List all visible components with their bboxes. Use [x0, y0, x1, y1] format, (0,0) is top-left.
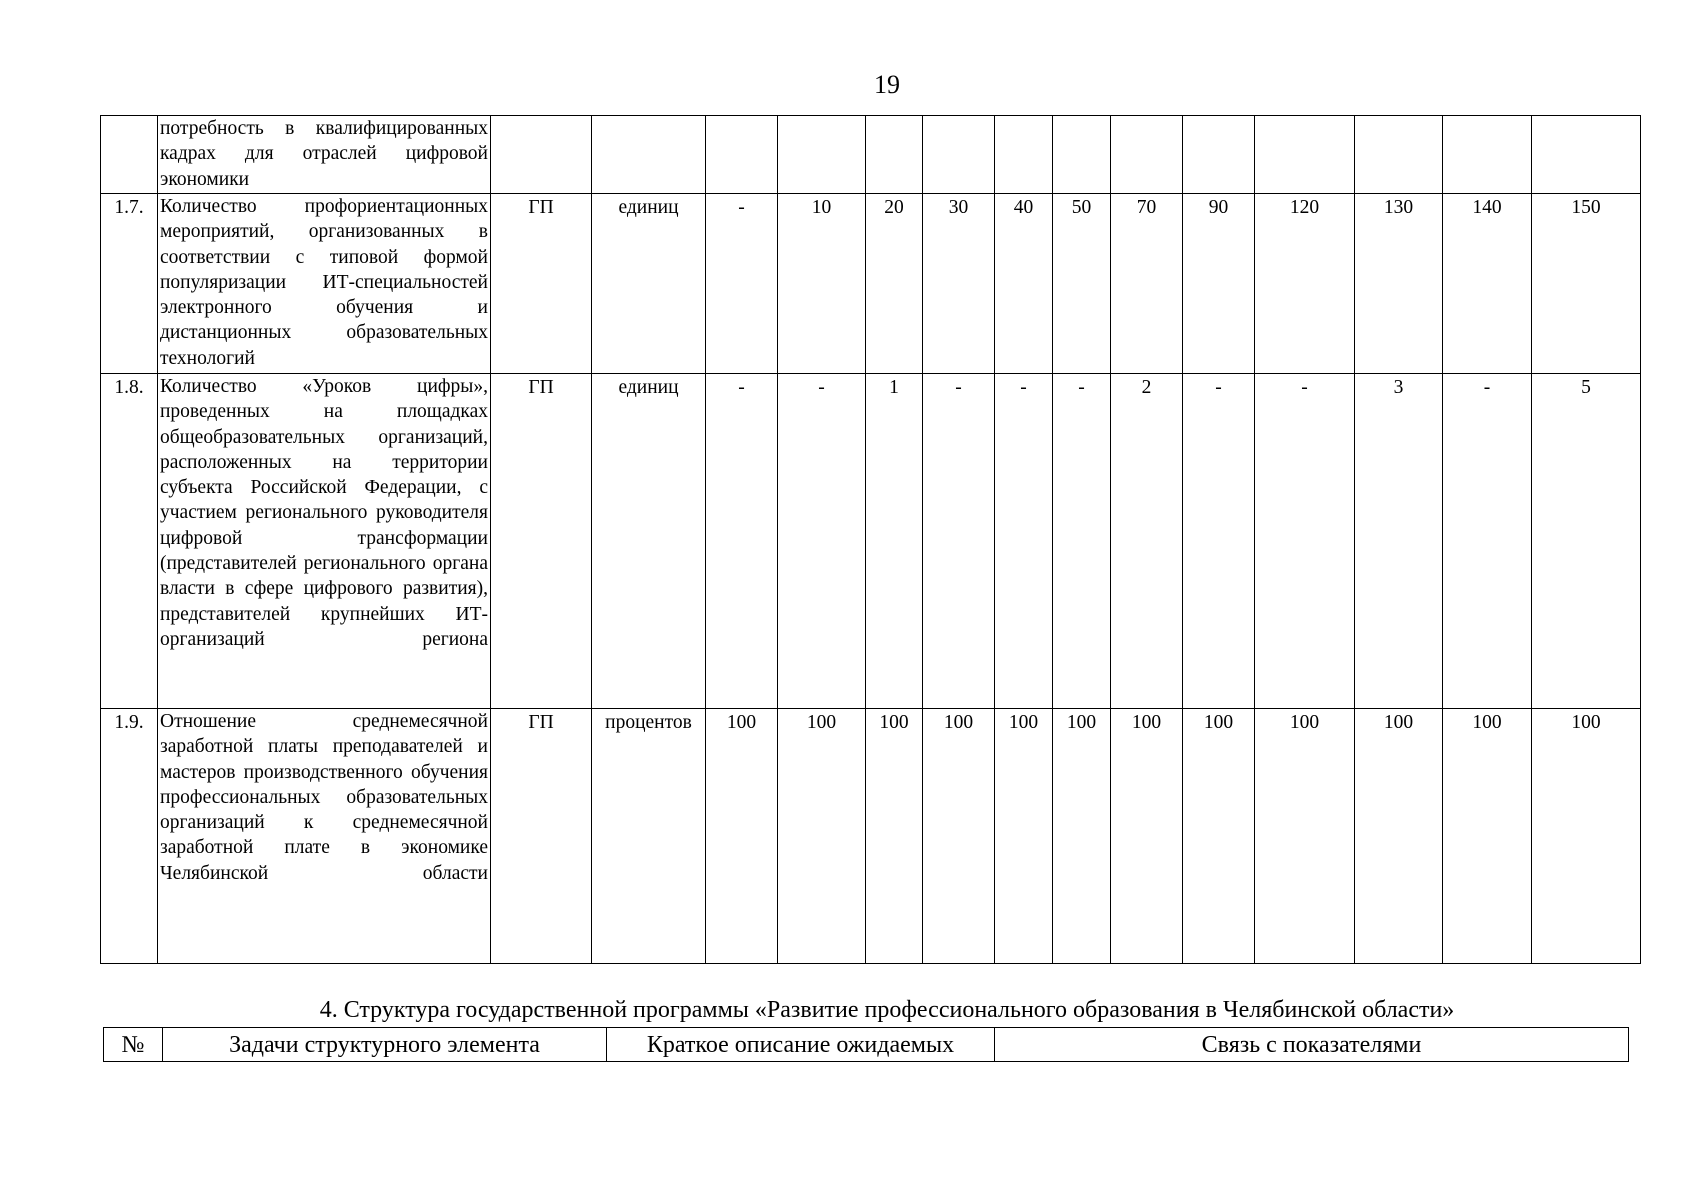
indicator-unit	[592, 116, 706, 194]
indicator-value: 100	[1355, 709, 1443, 964]
structure-table	[103, 1027, 1629, 1062]
indicator-value: -	[1053, 374, 1111, 709]
indicator-name: Количество профориентационных мероприятий, организованных в соответствии с типовой формой популяризации ИТ-специальностей электронного обучения и дистанционных образовательных технологий	[158, 194, 491, 374]
structure-header-row	[104, 1028, 1629, 1062]
table-row	[101, 116, 1641, 194]
row-number: 1.8.	[101, 374, 158, 709]
indicator-value	[1443, 116, 1532, 194]
table-row	[101, 709, 1641, 964]
indicator-unit: единиц	[592, 194, 706, 374]
indicator-value	[1255, 116, 1355, 194]
indicator-value: 70	[1111, 194, 1183, 374]
indicator-value: 100	[866, 709, 923, 964]
indicator-value	[995, 116, 1053, 194]
section-title: 4. Структура государственной программы «Развитие профессионального образования в Челябинской области»	[319, 997, 1455, 1023]
indicator-level: ГП	[491, 374, 592, 709]
indicator-name: потребность в квалифицированных кадрах для отраслей цифровой экономики	[158, 116, 491, 194]
indicator-value: 120	[1255, 194, 1355, 374]
indicator-value: 40	[995, 194, 1053, 374]
indicator-level: ГП	[491, 709, 592, 964]
indicator-value: -	[706, 374, 778, 709]
indicator-name: Количество «Уроков цифры», проведенных на площадках общеобразовательных организаций, расположенных на территории субъекта Российской Федерации, с участием регионального руководителя цифровой трансформации (представителей регионального органа власти в сфере цифрового развития), представителей крупнейших ИТ-организаций региона	[158, 374, 491, 709]
indicator-value: 100	[995, 709, 1053, 964]
indicator-value: 10	[778, 194, 866, 374]
indicator-value: 140	[1443, 194, 1532, 374]
row-number	[101, 116, 158, 194]
row-number: 1.7.	[101, 194, 158, 374]
indicator-value: -	[706, 194, 778, 374]
indicator-value: 1	[866, 374, 923, 709]
indicator-value	[1355, 116, 1443, 194]
structure-header-num: №	[104, 1028, 163, 1062]
indicator-value: 100	[1255, 709, 1355, 964]
indicator-value	[1111, 116, 1183, 194]
indicator-value: 2	[1111, 374, 1183, 709]
indicator-value: 100	[923, 709, 995, 964]
indicator-value: 20	[866, 194, 923, 374]
structure-header-link: Связь с показателями	[995, 1028, 1629, 1062]
indicator-value	[1532, 116, 1641, 194]
indicator-level: ГП	[491, 194, 592, 374]
indicator-value: -	[1183, 374, 1255, 709]
indicators-table	[100, 115, 1641, 964]
indicator-value: 3	[1355, 374, 1443, 709]
indicator-value: 130	[1355, 194, 1443, 374]
table-row	[101, 194, 1641, 374]
indicator-value: 100	[706, 709, 778, 964]
indicator-value	[923, 116, 995, 194]
indicator-value: 90	[1183, 194, 1255, 374]
indicator-value: 100	[1443, 709, 1532, 964]
structure-header-description: Краткое описание ожидаемых	[607, 1028, 995, 1062]
indicator-unit: процентов	[592, 709, 706, 964]
indicator-name: Отношение среднемесячной заработной платы преподавателей и мастеров производственного обучения профессиональных образовательных организаций к среднемесячной заработной плате в экономике Челябинской области	[158, 709, 491, 964]
structure-header-tasks: Задачи структурного элемента	[163, 1028, 607, 1062]
indicator-value	[1183, 116, 1255, 194]
indicator-value: 50	[1053, 194, 1111, 374]
indicator-value	[706, 116, 778, 194]
indicator-value: 150	[1532, 194, 1641, 374]
indicator-value: -	[995, 374, 1053, 709]
indicator-value: -	[1443, 374, 1532, 709]
indicator-value	[866, 116, 923, 194]
indicator-value: 100	[1053, 709, 1111, 964]
indicator-value: 5	[1532, 374, 1641, 709]
indicator-value: -	[778, 374, 866, 709]
indicator-value: 30	[923, 194, 995, 374]
table-row	[101, 374, 1641, 709]
page-number: 19	[874, 70, 900, 99]
indicator-value: 100	[1183, 709, 1255, 964]
indicator-value: 100	[1111, 709, 1183, 964]
indicator-value: 100	[1532, 709, 1641, 964]
indicator-level	[491, 116, 592, 194]
indicator-value: -	[1255, 374, 1355, 709]
indicator-value: 100	[778, 709, 866, 964]
indicator-value: -	[923, 374, 995, 709]
indicator-value	[1053, 116, 1111, 194]
indicator-unit: единиц	[592, 374, 706, 709]
indicator-value	[778, 116, 866, 194]
row-number: 1.9.	[101, 709, 158, 964]
